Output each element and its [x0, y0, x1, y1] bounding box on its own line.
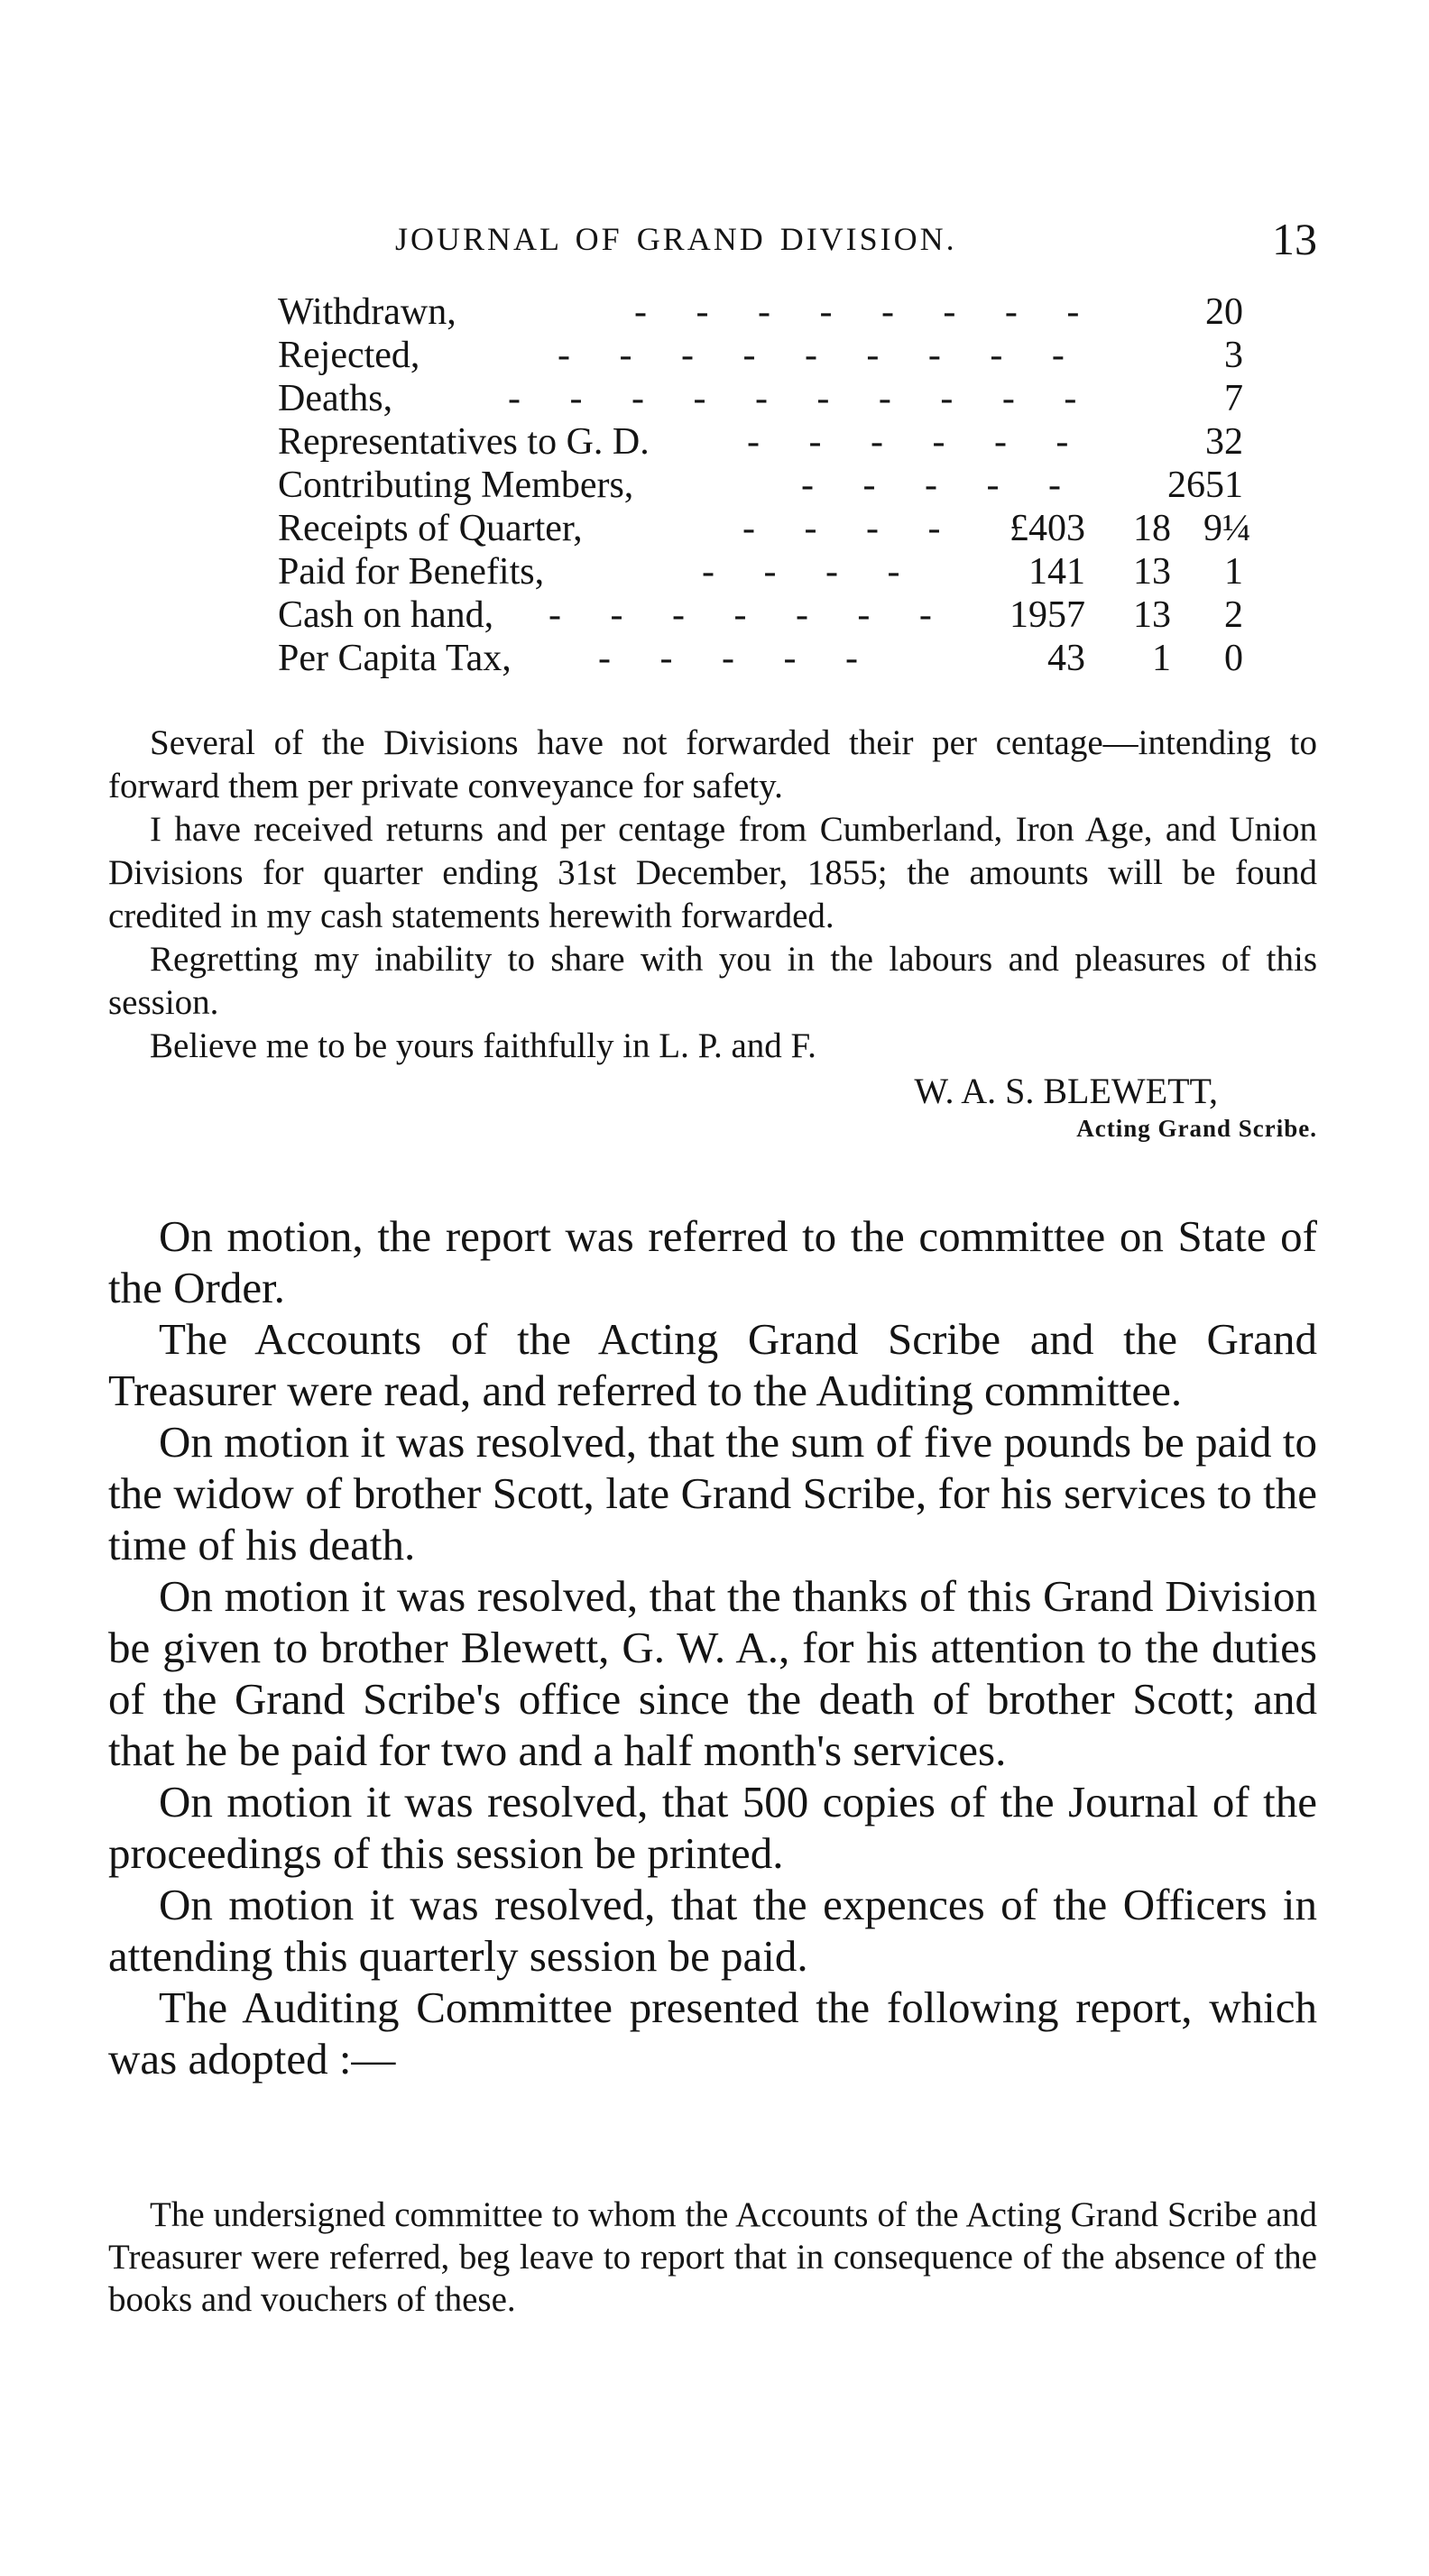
dot-leader: - - - - - - [747, 421, 1089, 463]
letter-paragraph: Several of the Divisions have not forwarded their per centage—intending to forward them per private conveyance for safety. [108, 723, 1317, 805]
auditing-committee-report [108, 2194, 1317, 2321]
stat-label: Paid for Benefits, [278, 551, 545, 593]
stat-row-withdrawn [278, 290, 1243, 334]
minute-paragraph: On motion it was resolved, that the thanks of this Grand Division be given to brother Blewett, G. W. A., for his attention to the duties of the Grand Scribe's office since the death of brother Scott; and that he be paid for two and a half month's services. [108, 1571, 1317, 1775]
stat-pence: 2 [1224, 594, 1243, 636]
stat-shillings: 13 [1133, 594, 1171, 636]
stat-row-paid-for-benefits [278, 550, 1243, 593]
signature-name: W. A. S. BLEWETT, [914, 1071, 1218, 1111]
stat-value: 7 [1224, 378, 1243, 419]
stat-pounds: £403 [1010, 508, 1085, 549]
stat-value: 32 [1205, 421, 1243, 463]
signature-title: Acting Grand Scribe. [1076, 1115, 1317, 1142]
stat-label: Cash on hand, [278, 594, 494, 636]
letter-paragraph: Regretting my inability to share with you in the labours and pleasures of this session. [108, 940, 1317, 1022]
quarterly-statistics [278, 290, 1251, 680]
dot-leader: - - - - - - - - - [558, 335, 1084, 376]
stat-label: Receipts of Quarter, [278, 508, 583, 549]
stat-label: Rejected, [278, 335, 420, 376]
stat-pounds: 1957 [1010, 594, 1085, 636]
stat-value: 20 [1205, 291, 1243, 333]
stat-pounds: 141 [1028, 551, 1085, 593]
stat-label: Deaths, [278, 378, 393, 419]
minute-paragraph: On motion, the report was referred to the committee on State of the Order. [108, 1211, 1317, 1312]
minute-paragraph: The Auditing Committee presented the following report, which was adopted :— [108, 1983, 1317, 2084]
dot-leader: - - - - - [598, 638, 878, 679]
stat-pence: 1 [1224, 551, 1243, 593]
stat-row-receipts [278, 507, 1251, 550]
page-number: 13 [1272, 214, 1317, 264]
stat-value: 2651 [1167, 465, 1243, 506]
dot-leader: - - - - - - - - - - [508, 378, 1097, 419]
stat-row-contributing-members [278, 464, 1243, 507]
stat-label: Contributing Members, [278, 465, 634, 506]
stat-pence: 9¼ [1203, 508, 1251, 549]
dot-leader: - - - - - - - [549, 594, 952, 636]
letter-paragraph: I have received returns and per centage from Cumberland, Iron Age, and Union Divisions for quarter ending 31st December, 1855; the amounts will be found credited in my cash statements herewith forwarded. [108, 810, 1317, 935]
stat-row-deaths [278, 377, 1243, 420]
stat-shillings: 13 [1133, 551, 1171, 593]
stat-pence: 0 [1224, 638, 1243, 679]
stat-shillings: 18 [1133, 508, 1171, 549]
dot-leader: - - - - [702, 551, 920, 593]
scribe-letter [108, 722, 1317, 1144]
stat-pounds: 43 [1047, 638, 1085, 679]
page-header [108, 213, 1317, 267]
stat-row-representatives [278, 420, 1243, 464]
stat-row-rejected [278, 334, 1243, 377]
minute-paragraph: On motion it was resolved, that 500 copies of the Journal of the proceedings of this session be printed. [108, 1777, 1317, 1878]
report-paragraph: The undersigned committee to whom the Accounts of the Acting Grand Scribe and Treasurer were referred, beg leave to report that in consequence of the absence of the books and vouchers of these. [108, 2195, 1317, 2319]
running-head: JOURNAL OF GRAND DIVISION. [395, 221, 957, 257]
session-minutes [108, 1210, 1317, 2084]
stat-label: Withdrawn, [278, 291, 456, 333]
minute-paragraph: On motion it was resolved, that the sum of five pounds be paid to the widow of brother Scott, late Grand Scribe, for his services to the time of his death. [108, 1417, 1317, 1569]
stat-value: 3 [1224, 335, 1243, 376]
minute-paragraph: On motion it was resolved, that the expences of the Officers in attending this quarterly session be paid. [108, 1880, 1317, 1981]
stat-row-cash-on-hand [278, 593, 1243, 637]
dot-leader: - - - - - - - - [634, 291, 1100, 333]
dot-leader: - - - - [742, 508, 961, 549]
minute-paragraph: The Accounts of the Acting Grand Scribe and the Grand Treasurer were read, and referred to the Auditing committee. [108, 1314, 1317, 1415]
dot-leader: - - - - - [801, 465, 1081, 506]
stat-label: Per Capita Tax, [278, 638, 512, 679]
stat-shillings: 1 [1152, 638, 1171, 679]
letter-paragraph: Believe me to be yours faithfully in L. P. and F. [150, 1026, 816, 1065]
stat-row-per-capita-tax [278, 637, 1243, 680]
stat-label: Representatives to G. D. [278, 421, 650, 463]
